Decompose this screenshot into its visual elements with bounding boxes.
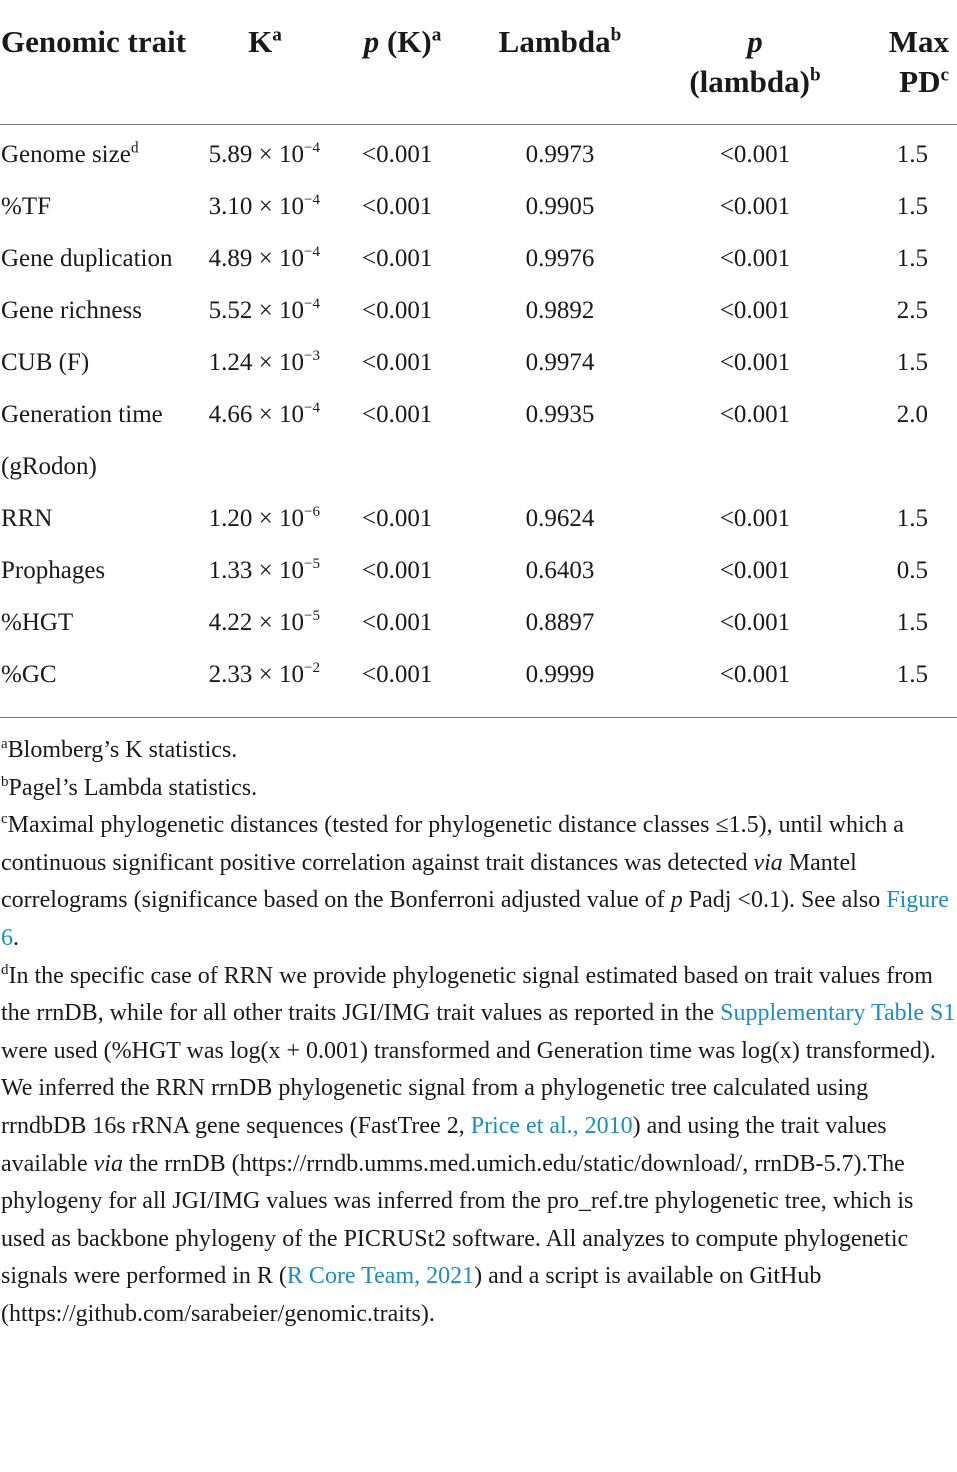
cell-lambda: 0.9624 xyxy=(525,505,595,532)
cell-k: $5.52 \times 10^{-4}$ xyxy=(208,296,320,324)
header-max-pd: Max $PD^c$ xyxy=(855,0,957,125)
cell-p-k: <0.001 xyxy=(362,297,433,324)
cell-lambda: 0.9935 xyxy=(525,401,595,428)
cell-max-pd: 1.5 xyxy=(896,141,928,168)
header-p-lambda: p (lambda)$^b$ xyxy=(655,0,855,125)
table-row xyxy=(0,389,957,493)
header-row xyxy=(0,0,957,125)
table-footnotes xyxy=(0,718,957,1334)
figure-6-link[interactable]: Figure 6 xyxy=(1,887,949,951)
cell-p-lambda: <0.001 xyxy=(655,649,855,718)
footnote-b: $^b$Pagel’s Lambda statistics. xyxy=(1,773,258,801)
cell-p-k: <0.001 xyxy=(362,609,433,636)
cell-max-pd: 1.5 xyxy=(896,193,928,220)
cell-p-k: <0.001 xyxy=(362,349,433,376)
cell-max-pd: 1.5 xyxy=(896,505,928,532)
cell-lambda: 0.9905 xyxy=(525,193,595,220)
cell-lambda: 0.9892 xyxy=(525,297,595,324)
cell-p-lambda: <0.001 xyxy=(719,297,791,324)
cell-trait: Genome size$^d$ xyxy=(1,139,139,168)
r-core-team-citation-link[interactable]: R Core Team, 2021 xyxy=(286,1263,475,1290)
cell-lambda: 0.6403 xyxy=(525,557,595,584)
cell-k: $4.66 \times 10^{-4}$ xyxy=(208,400,320,428)
cell-lambda: 0.9999 xyxy=(465,649,655,718)
cell-max-pd: 2.5 xyxy=(896,297,928,324)
table-row xyxy=(0,337,957,389)
cell-k: $4.22 \times 10^{-5}$ xyxy=(208,608,320,636)
cell-p-lambda: <0.001 xyxy=(719,349,791,376)
table-row xyxy=(0,597,957,649)
header-p-k: p $(K)^a$ xyxy=(340,0,465,125)
header-lambda: Lambda$^b$ xyxy=(465,0,655,125)
cell-p-k: <0.001 xyxy=(340,649,465,718)
cell-trait: Generation time (gRodon) xyxy=(1,401,163,480)
cell-max-pd: 0.5 xyxy=(896,557,928,584)
cell-k: $5.89 \times 10^{-4}$ xyxy=(208,140,320,168)
table-row xyxy=(0,285,957,337)
table-row xyxy=(0,545,957,597)
table-row xyxy=(0,233,957,285)
cell-trait: %TF xyxy=(1,193,51,220)
cell-lambda: 0.9973 xyxy=(525,141,595,168)
cell-p-lambda: <0.001 xyxy=(719,245,791,272)
table-row xyxy=(0,125,957,182)
cell-p-k: <0.001 xyxy=(362,141,433,168)
footnote-c: $^c$Maximal phylogenetic distances (tested for phylogenetic distance classes ≤1.5), until which a continuous significant positive correlation against trait distances was detected via Mantel correlograms (significance based on the Bonferroni adjusted value of p Padj <0.1). See also Figure 6. xyxy=(1,811,949,951)
cell-p-lambda: <0.001 xyxy=(719,193,791,220)
cell-p-lambda: <0.001 xyxy=(719,401,791,428)
cell-p-lambda: <0.001 xyxy=(719,557,791,584)
table-row xyxy=(0,493,957,545)
footnote-a: $^a$Blomberg’s K statistics. xyxy=(1,736,238,763)
cell-k: $1.24 \times 10^{-3}$ xyxy=(208,348,320,376)
cell-p-k: <0.001 xyxy=(362,245,433,272)
cell-trait: %GC xyxy=(0,649,190,718)
cell-max-pd: 1.5 xyxy=(896,245,928,272)
cell-p-k: <0.001 xyxy=(362,505,433,532)
cell-p-lambda: <0.001 xyxy=(719,141,791,168)
cell-max-pd: 1.5 xyxy=(855,649,957,718)
supplementary-table-link[interactable]: Supplementary Table S1 xyxy=(720,1000,956,1027)
cell-p-k: <0.001 xyxy=(362,401,433,428)
cell-trait: %HGT xyxy=(1,609,74,636)
cell-trait: Gene richness xyxy=(1,297,142,324)
cell-trait: CUB (F) xyxy=(1,349,90,376)
table-row xyxy=(0,649,957,718)
cell-k: $3.10 \times 10^{-4}$ xyxy=(208,192,320,220)
cell-p-k: <0.001 xyxy=(362,557,433,584)
cell-max-pd: 1.5 xyxy=(896,609,928,636)
cell-max-pd: 2.0 xyxy=(896,401,928,428)
table-row xyxy=(0,181,957,233)
cell-trait: Gene duplication xyxy=(1,245,173,272)
header-genomic-trait: Genomic trait xyxy=(0,0,190,125)
cell-p-k: <0.001 xyxy=(362,193,433,220)
price-2010-citation-link[interactable]: Price et al., 2010 xyxy=(470,1112,633,1139)
cell-trait: Prophages xyxy=(1,557,106,584)
cell-p-lambda: <0.001 xyxy=(719,505,791,532)
cell-k: $1.20 \times 10^{-6}$ xyxy=(208,504,320,532)
cell-max-pd: 1.5 xyxy=(896,349,928,376)
cell-lambda: 0.8897 xyxy=(525,609,595,636)
table-body xyxy=(0,125,957,718)
cell-lambda: 0.9974 xyxy=(525,349,595,376)
phylogenetic-signal-table xyxy=(0,0,957,718)
cell-trait: RRN xyxy=(1,505,53,532)
cell-k: $4.89 \times 10^{-4}$ xyxy=(208,244,320,272)
header-k: $K^a$ xyxy=(190,0,340,125)
footnote-d: $^d$In the specific case of RRN we provide phylogenetic signal estimated based on trait values from the rrnDB, while for all other traits JGI/IMG trait values as reported in the Supplementary Table S1 were used (%HGT was log(x + 0.001) transformed and Generation time was log(x) transformed). We inferred the RRN rrnDB phylogenetic signal from a phylogenetic tree calculated using rrndbDB 16s rRNA gene sequences (FastTree 2, Price et al., 2010) and using the trait values available via the rrnDB (https://rrndb.umms.med.umich.edu/static/download/, rrnDB-5.7).The phylogeny for all JGI/IMG values was inferred from the pro_ref.tre phylogenetic tree, which is used as backbone phylogeny of the PICRUSt2 software. All analyzes to compute phylogenetic signals were performed in R (R Core Team, 2021) and a script is available on GitHub (https://github.com/sarabeier/genomic.traits). xyxy=(1,961,956,1327)
cell-lambda: 0.9976 xyxy=(525,245,595,272)
cell-k: $2.33 \times 10^{-2}$ xyxy=(190,649,340,718)
cell-k: $1.33 \times 10^{-5}$ xyxy=(208,556,320,584)
cell-p-lambda: <0.001 xyxy=(719,609,791,636)
